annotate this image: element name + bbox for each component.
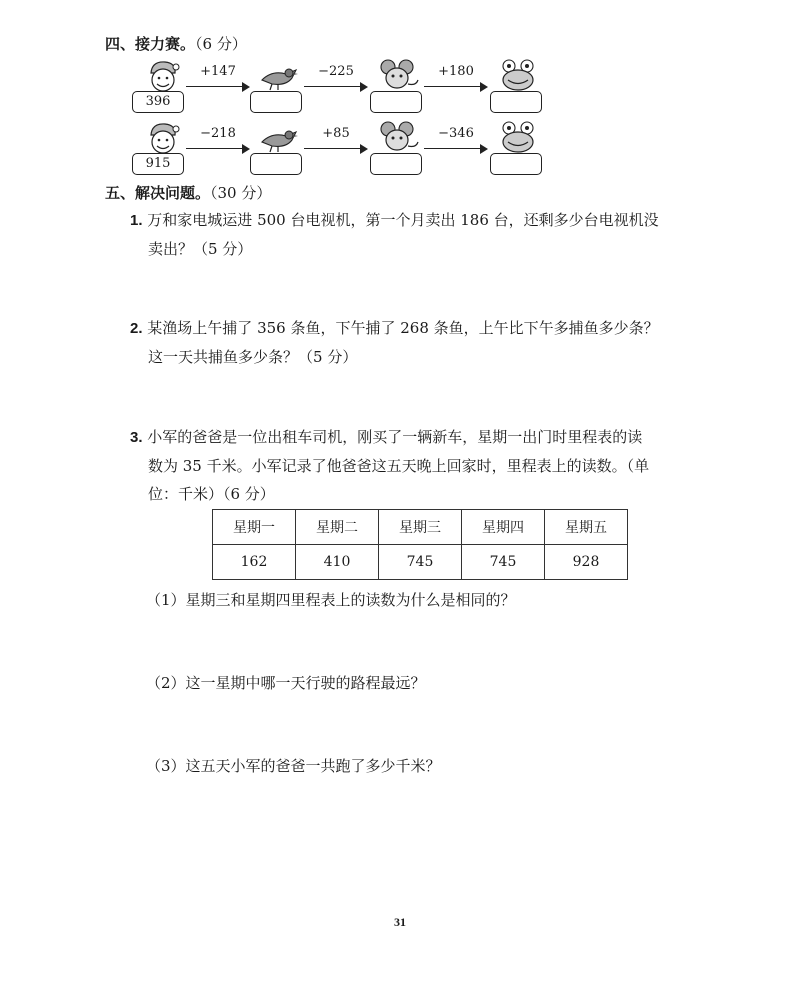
question-number: 3. <box>130 429 143 446</box>
question-1 <box>130 206 700 263</box>
subquestion-3: （3）这五天小军的爸爸一共跑了多少千米？ <box>146 757 441 775</box>
table-cell: 162 <box>213 545 296 580</box>
arrow-1c <box>424 64 488 93</box>
table-header-cell: 星期四 <box>462 510 545 545</box>
arrow-1b <box>304 64 368 93</box>
table-header-cell: 星期三 <box>379 510 462 545</box>
table-header-cell: 星期一 <box>213 510 296 545</box>
section5-points: （30 分） <box>210 184 272 202</box>
start-box-2[interactable]: 915 <box>132 153 184 175</box>
section5-heading <box>105 182 271 203</box>
table-header-cell: 星期五 <box>545 510 628 545</box>
table-cell: 745 <box>462 545 545 580</box>
table-cell: 928 <box>545 545 628 580</box>
question-text-line: 卖出？（5 分） <box>148 240 253 258</box>
answer-box-1b[interactable] <box>370 91 422 113</box>
operation-label: −218 <box>200 126 236 141</box>
operation-label: −225 <box>318 64 354 79</box>
question-text-line: 某渔场上午捕了 356 条鱼，下午捕了 268 条鱼，上午比下午多捕鱼多少条？ <box>147 319 659 337</box>
answer-box-2b[interactable] <box>370 153 422 175</box>
question-number: 1. <box>130 212 143 229</box>
question-text-line: 小军的爸爸是一位出租车司机，刚买了一辆新车，星期一出门时里程表的读 <box>147 428 643 446</box>
table-header-cell: 星期二 <box>296 510 379 545</box>
operation-label: +147 <box>200 64 236 79</box>
subquestion-1: （1）星期三和星期四里程表上的读数为什么是相同的？ <box>146 591 516 609</box>
question-number: 2. <box>130 320 143 337</box>
page-number: 31 <box>394 915 406 929</box>
arrow-2c <box>424 126 488 155</box>
start-box-1[interactable]: 396 <box>132 91 184 113</box>
table-header-row <box>213 510 628 545</box>
question-text-line: 数为 35 千米。小军记录了他爸爸这五天晚上回家时，里程表上的读数。（单 <box>148 457 650 475</box>
question-3 <box>130 423 700 508</box>
mouse-icon <box>378 58 420 92</box>
question-text-line: 位：千米）（6 分） <box>148 485 275 503</box>
question-text-line: 万和家电城运进 500 台电视机，第一个月卖出 186 台，还剩多少台电视机没 <box>147 211 659 229</box>
answer-box-1c[interactable] <box>490 91 542 113</box>
section4-title: 四、接力赛。 <box>105 35 196 53</box>
operation-label: +85 <box>322 126 350 141</box>
arrow-2b <box>304 126 368 155</box>
answer-box-1a[interactable] <box>250 91 302 113</box>
table-cell: 410 <box>296 545 379 580</box>
section4-points: （6 分） <box>195 35 247 53</box>
section5-title: 五、解决问题。 <box>105 184 211 202</box>
frog-icon <box>498 120 540 154</box>
frog-icon <box>498 58 540 92</box>
operation-label: +180 <box>438 64 474 79</box>
relay-row-2 <box>130 120 570 180</box>
answer-box-2c[interactable] <box>490 153 542 175</box>
question-2 <box>130 314 700 371</box>
bird-icon <box>258 62 300 92</box>
mouse-icon <box>378 120 420 154</box>
operation-label: −346 <box>438 126 474 141</box>
question-text-line: 这一天共捕鱼多少条？（5 分） <box>148 348 358 366</box>
table-row <box>213 545 628 580</box>
table-cell: 745 <box>379 545 462 580</box>
subquestion-2: （2）这一星期中哪一天行驶的路程最远？ <box>146 674 426 692</box>
section4-heading <box>105 33 247 54</box>
bird-icon <box>258 124 300 154</box>
arrow-2a <box>186 126 250 155</box>
relay-row-1 <box>130 58 570 118</box>
kid-icon <box>144 58 182 94</box>
kid-icon <box>144 120 182 156</box>
mileage-table <box>212 509 628 580</box>
arrow-1a <box>186 64 250 93</box>
answer-box-2a[interactable] <box>250 153 302 175</box>
